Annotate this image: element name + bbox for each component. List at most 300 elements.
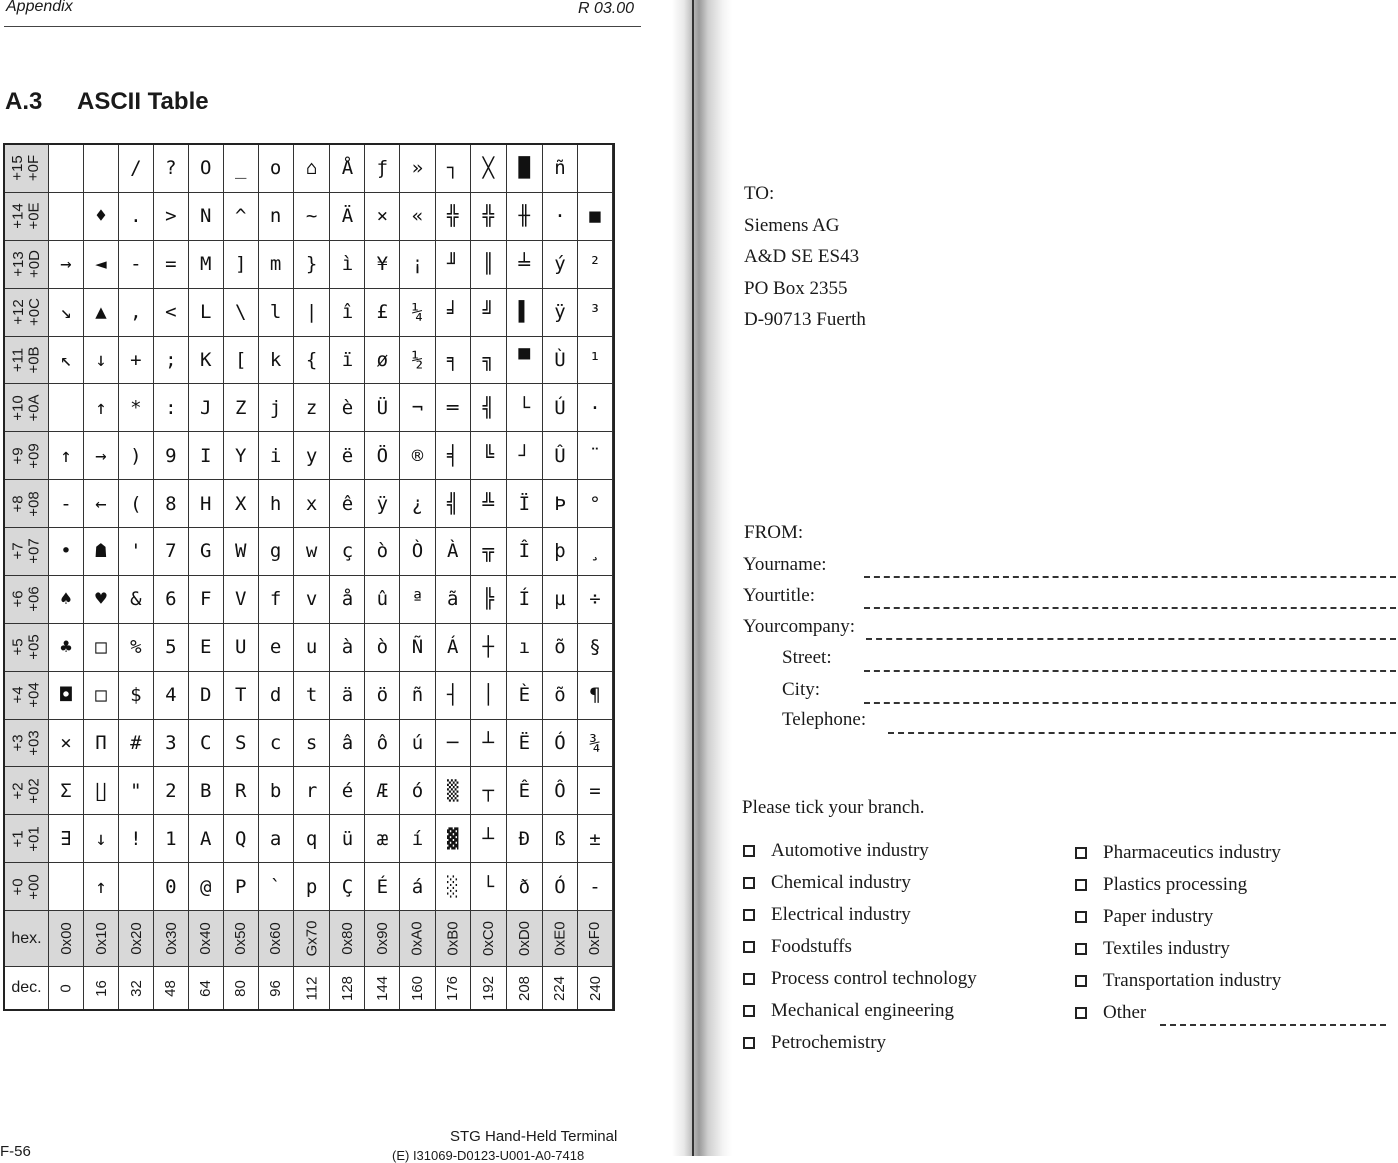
ascii-char-cell: » (400, 145, 435, 193)
ascii-char-cell: î (330, 289, 365, 337)
ascii-char-cell: J (189, 384, 224, 432)
row-offset-label-text: +15 +0F (9, 155, 43, 182)
ascii-char-cell: ³ (578, 289, 613, 337)
ascii-char-cell: Ñ (400, 624, 435, 672)
ascii-char-cell (49, 145, 84, 193)
ascii-char-cell: ë (330, 432, 365, 480)
ascii-char-cell: ┼ (471, 624, 507, 672)
ascii-char-cell: à (330, 624, 365, 672)
ascii-char-cell: g (259, 528, 294, 576)
row-offset-label-text: +9 +09 (9, 442, 43, 469)
ascii-char-cell: a (259, 815, 294, 863)
your-title-label: Yourtitle: (743, 585, 815, 606)
hex-column-label (400, 911, 435, 967)
dec-header-label (5, 967, 49, 1009)
hex-column-label (154, 911, 189, 967)
checkbox-icon[interactable] (1075, 847, 1087, 859)
ascii-char-cell: « (400, 193, 435, 241)
ascii-char-cell: Þ (543, 480, 578, 528)
dec-column-label-text: 192 (479, 975, 497, 1001)
hex-column-label-text: 0x00 (57, 922, 75, 955)
dec-column-label-text: 160 (408, 975, 426, 1001)
ascii-char-cell: │ (471, 672, 507, 720)
city-label: City: (782, 679, 821, 700)
address-line: A&D SE ES43 (744, 246, 860, 267)
ascii-char-cell: Z (224, 384, 259, 432)
ascii-char-cell: ┬ (471, 767, 507, 815)
ascii-char-cell: $ (119, 672, 154, 720)
footer-page-number: F-56 (0, 1143, 31, 1160)
ascii-char-cell: ┐ (436, 145, 471, 193)
dec-column-label-text: 144 (373, 975, 391, 1001)
ascii-char-cell: ▒ (436, 767, 471, 815)
hex-header-label-text: hex. (11, 929, 42, 947)
ascii-char-cell: õ (543, 624, 578, 672)
row-offset-label-text: +14 +0E (9, 202, 43, 230)
hex-column-label (365, 911, 400, 967)
checkbox-icon[interactable] (1075, 975, 1087, 987)
ascii-char-cell: # (119, 720, 154, 768)
ascii-char-cell: o (259, 145, 294, 193)
ascii-char-cell: Ä (330, 193, 365, 241)
ascii-char-cell: õ (543, 672, 578, 720)
ascii-char-cell (578, 145, 613, 193)
ascii-char-cell: ü (330, 815, 365, 863)
branch-option-plastics[interactable]: Plastics processing (1075, 874, 1247, 896)
checkbox-icon[interactable] (743, 845, 755, 857)
ascii-char-cell: Π (84, 720, 119, 768)
hex-column-label (330, 911, 365, 967)
ascii-char-cell: ; (154, 337, 189, 385)
ascii-char-cell: G (189, 528, 224, 576)
row-offset-label-text: +4 +04 (9, 682, 43, 708)
telephone-label: Telephone: (782, 709, 867, 730)
ascii-char-cell: w (294, 528, 331, 576)
hex-column-label (259, 911, 294, 967)
hex-column-label-text: 0x20 (127, 922, 145, 955)
ascii-char-cell: [ (224, 337, 259, 385)
dec-column-label-text: 16 (92, 979, 110, 997)
city-field[interactable] (864, 702, 1396, 704)
hex-column-label-text: 0x30 (162, 922, 180, 955)
branch-option-foodstuffs[interactable]: Foodstuffs (743, 936, 852, 958)
your-name-label: Yourname: (743, 554, 827, 575)
ascii-char-cell: { (294, 337, 331, 385)
ascii-char-cell: 6 (154, 576, 189, 624)
ascii-char-cell: • (49, 528, 84, 576)
ascii-char-cell: Ò (400, 528, 435, 576)
ascii-char-cell: 2 (154, 767, 189, 815)
hex-column-label (49, 911, 84, 967)
ascii-char-cell: ╜ (436, 241, 471, 289)
ascii-char-cell: á (400, 863, 435, 911)
row-offset-label-text: +10 +0A (9, 394, 43, 422)
branch-option-pharmaceutics[interactable]: Pharmaceutics industry (1075, 842, 1281, 864)
ascii-char-cell: ö (365, 672, 400, 720)
ascii-char-cell: / (119, 145, 154, 193)
checkbox-icon[interactable] (1075, 911, 1087, 923)
ascii-char-cell: C (189, 720, 224, 768)
row-offset-label-text: +13 +0D (9, 250, 43, 279)
ascii-char-cell: £ (365, 289, 400, 337)
ascii-char-cell: ! (119, 815, 154, 863)
row-offset-label-text: +5 +05 (9, 634, 43, 660)
branch-option-other[interactable]: Other (1075, 1002, 1146, 1024)
ascii-char-cell: - (119, 241, 154, 289)
ascii-char-cell: 8 (154, 480, 189, 528)
ascii-char-cell: k (259, 337, 294, 385)
ascii-char-cell: Ü (365, 384, 400, 432)
ascii-char-cell: å (330, 576, 365, 624)
ascii-char-cell: └ (507, 384, 543, 432)
ascii-char-cell: § (578, 624, 613, 672)
ascii-char-cell: ↓ (84, 337, 119, 385)
ascii-char-cell: ¼ (400, 289, 435, 337)
ascii-char-cell: ♥ (84, 576, 119, 624)
hex-column-label-text: 0xF0 (586, 921, 604, 956)
dec-column-label-text: 96 (267, 979, 285, 997)
dec-column-label-text: 112 (303, 976, 321, 1000)
row-offset-label (5, 337, 49, 385)
ascii-char-cell: B (189, 767, 224, 815)
ascii-char-cell: ô (365, 720, 400, 768)
ascii-char-cell: > (154, 193, 189, 241)
branch-option-textiles[interactable]: Textiles industry (1075, 938, 1230, 960)
ascii-char-cell: È (507, 672, 543, 720)
hex-column-label-text: Gx70 (303, 920, 321, 957)
to-label: TO: (744, 183, 775, 204)
ascii-char-cell: ( (119, 480, 154, 528)
header-rule (4, 26, 641, 27)
ascii-char-cell: â (330, 720, 365, 768)
row-offset-label-text: +11 +0B (9, 346, 43, 374)
ascii-char-cell: ê (330, 480, 365, 528)
dec-column-label (436, 967, 471, 1009)
ascii-char-cell: Ó (543, 863, 578, 911)
ascii-char-cell: % (119, 624, 154, 672)
ascii-char-cell: ÷ (578, 576, 613, 624)
ascii-char-cell: → (49, 241, 84, 289)
dec-column-label (400, 967, 435, 1009)
section-title: ASCII Table (77, 88, 209, 115)
ascii-char-cell: F (189, 576, 224, 624)
ascii-char-cell: \ (224, 289, 259, 337)
branch-option-paper[interactable]: Paper industry (1075, 906, 1213, 928)
row-offset-label-text: +6 +06 (9, 586, 43, 613)
ascii-char-cell: u (294, 624, 331, 672)
ascii-char-cell: 0 (154, 863, 189, 911)
address-line: Siemens AG (744, 214, 840, 236)
ascii-char-cell: 4 (154, 672, 189, 720)
dec-column-label (507, 967, 543, 1009)
dec-column-label (294, 967, 331, 1009)
ascii-char-cell: W (224, 528, 259, 576)
ascii-char-cell: □ (84, 624, 119, 672)
row-offset-label (5, 720, 49, 768)
ascii-char-cell: ² (578, 241, 613, 289)
ascii-char-cell: ┴ (471, 815, 507, 863)
ascii-char-cell: H (189, 480, 224, 528)
ascii-char-cell: · (578, 384, 613, 432)
ascii-char-cell: 1 (154, 815, 189, 863)
ascii-char-cell: | (294, 289, 331, 337)
ascii-char-cell: Ê (507, 767, 543, 815)
ascii-char-cell: ¿ (400, 480, 435, 528)
ascii-char-cell: : (154, 384, 189, 432)
ascii-char-cell: T (224, 672, 259, 720)
right-page (732, 0, 1398, 1156)
ascii-char-cell: P (224, 863, 259, 911)
ascii-char-cell: Ù (543, 337, 578, 385)
ascii-char-cell: ì (330, 241, 365, 289)
ascii-char-cell: ↖ (49, 337, 84, 385)
ascii-char-cell: ╣ (436, 480, 471, 528)
ascii-char-cell: ÿ (543, 289, 578, 337)
ascii-char-cell: 5 (154, 624, 189, 672)
ascii-char-cell: ╬ (471, 193, 507, 241)
ascii-char-cell: þ (543, 528, 578, 576)
dec-column-label (543, 967, 578, 1009)
ascii-char-cell: ╧ (507, 241, 543, 289)
ascii-char-cell: = (578, 767, 613, 815)
ascii-char-cell: ┘ (507, 432, 543, 480)
page-gutter-shadow (672, 0, 732, 1156)
ascii-char-cell: v (294, 576, 331, 624)
ascii-char-cell: ♠ (49, 576, 84, 624)
ascii-char-cell: ó (400, 767, 435, 815)
ascii-char-cell: < (154, 289, 189, 337)
your-title-field[interactable] (864, 607, 1396, 609)
ascii-char-cell: ∃ (49, 815, 84, 863)
from-label: FROM: (744, 522, 804, 543)
ascii-char-cell: E (189, 624, 224, 672)
footer-order-code: (E) I31069-D0123-U001-A0-7418 (392, 1148, 585, 1163)
ascii-char-cell: O (189, 145, 224, 193)
hex-header-label (5, 911, 49, 967)
ascii-char-cell: ╛ (436, 289, 471, 337)
hex-column-label (507, 911, 543, 967)
ascii-char-cell: m (259, 241, 294, 289)
ascii-char-cell: ╠ (471, 576, 507, 624)
dec-column-label (189, 967, 224, 1009)
branch-option-petrochemistry[interactable]: Petrochemistry (743, 1032, 886, 1054)
ascii-char-cell: t (294, 672, 331, 720)
ascii-char-cell: ■ (578, 193, 613, 241)
ascii-char-cell (49, 863, 84, 911)
dec-column-label (259, 967, 294, 1009)
ascii-char-cell: É (365, 863, 400, 911)
ascii-char-cell: ♦ (84, 193, 119, 241)
ascii-char-cell: A (189, 815, 224, 863)
dec-column-label (154, 967, 189, 1009)
ascii-char-cell: = (154, 241, 189, 289)
hex-column-label-text: 0xE0 (551, 921, 569, 956)
branch-option-mechanical[interactable]: Mechanical engineering (743, 1000, 954, 1022)
checkbox-icon[interactable] (1075, 879, 1087, 891)
ascii-char-cell: ▲ (84, 289, 119, 337)
ascii-char-cell (49, 384, 84, 432)
ascii-char-cell: R (224, 767, 259, 815)
ascii-char-cell: ╫ (507, 193, 543, 241)
checkbox-icon[interactable] (1075, 943, 1087, 955)
ascii-char-cell: + (119, 337, 154, 385)
ascii-char-cell: p (294, 863, 331, 911)
ascii-char-cell: ç (330, 528, 365, 576)
ascii-char-cell: Ö (365, 432, 400, 480)
checkbox-icon[interactable] (1075, 1007, 1087, 1019)
ascii-char-cell: N (189, 193, 224, 241)
ascii-char-cell: ▌ (507, 289, 543, 337)
ascii-char-cell: ı (507, 624, 543, 672)
ascii-char-cell: ☗ (84, 528, 119, 576)
address-line: D-90713 Fuerth (744, 309, 866, 330)
ascii-char-cell: @ (189, 863, 224, 911)
section-number: A.3 (5, 88, 43, 115)
ascii-char-cell: ~ (294, 193, 331, 241)
ascii-char-cell: ¬ (400, 384, 435, 432)
ascii-char-cell: y (294, 432, 331, 480)
other-branch-field[interactable] (1160, 1024, 1386, 1026)
ascii-char-cell: Í (507, 576, 543, 624)
ascii-char-cell: ░ (436, 863, 471, 911)
ascii-char-cell: ) (119, 432, 154, 480)
ascii-char-cell: ] (224, 241, 259, 289)
checkbox-icon[interactable] (743, 909, 755, 921)
ascii-char-cell: í (400, 815, 435, 863)
ascii-char-cell: × (365, 193, 400, 241)
header-revision: R 03.00 (578, 0, 635, 17)
hex-column-label (294, 911, 331, 967)
ascii-char-cell: □ (84, 672, 119, 720)
ascii-char-cell: ▓ (436, 815, 471, 863)
ascii-char-cell: ? (154, 145, 189, 193)
dec-column-label (119, 967, 154, 1009)
row-offset-label-text: +12 +0C (9, 298, 43, 327)
hex-column-label-text: 0x50 (232, 922, 250, 955)
ascii-char-cell: ú (400, 720, 435, 768)
ascii-char-cell: Q (224, 815, 259, 863)
row-offset-label (5, 241, 49, 289)
row-offset-label-text: +0 +00 (9, 873, 43, 900)
ascii-char-cell: ® (400, 432, 435, 480)
ascii-char-cell: 7 (154, 528, 189, 576)
ascii-char-cell: Á (436, 624, 471, 672)
ascii-char-cell: Î (507, 528, 543, 576)
row-offset-label (5, 767, 49, 815)
hex-column-label-text: 0xC0 (479, 920, 497, 957)
checkbox-icon[interactable] (743, 877, 755, 889)
hex-column-label-text: 0x80 (338, 922, 356, 955)
branch-option-chemical[interactable]: Chemical industry (743, 872, 911, 894)
telephone-field[interactable] (888, 732, 1396, 734)
left-page (0, 0, 680, 1163)
ascii-char-cell: } (294, 241, 331, 289)
checkbox-icon[interactable] (743, 973, 755, 985)
row-offset-label-text: +2 +02 (9, 778, 43, 804)
ascii-char-cell: ñ (400, 672, 435, 720)
ascii-char-cell: ┤ (436, 672, 471, 720)
checkbox-icon[interactable] (743, 941, 755, 953)
ascii-char-cell: ¥ (365, 241, 400, 289)
checkbox-icon[interactable] (743, 1005, 755, 1017)
ascii-char-cell: r (294, 767, 331, 815)
ascii-char-cell: ♣ (49, 624, 84, 672)
dec-header-label-text: dec. (11, 979, 42, 996)
dec-column-label-text: 224 (551, 975, 569, 1001)
page-edge (692, 0, 694, 1156)
row-offset-label (5, 624, 49, 672)
branch-option-electrical[interactable]: Electrical industry (743, 904, 911, 926)
branch-option-transportation[interactable]: Transportation industry (1075, 970, 1281, 992)
header-appendix: Appendix (6, 0, 73, 15)
ascii-char-cell: ò (365, 624, 400, 672)
street-field[interactable] (864, 670, 1396, 672)
ascii-char-cell: ↑ (49, 432, 84, 480)
ascii-char-cell: ò (365, 528, 400, 576)
ascii-char-cell: Û (543, 432, 578, 480)
branch-option-automotive[interactable]: Automotive industry (743, 840, 929, 862)
ascii-char-cell: └ (471, 863, 507, 911)
your-company-field[interactable] (866, 638, 1396, 640)
ascii-char-cell: ã (436, 576, 471, 624)
row-offset-label (5, 289, 49, 337)
ascii-char-cell: S (224, 720, 259, 768)
ascii-char-cell: û (365, 576, 400, 624)
dec-column-label-text: 48 (162, 979, 180, 997)
ascii-char-cell: ↑ (84, 384, 119, 432)
ascii-char-cell: ` (259, 863, 294, 911)
ascii-char-cell: Ï (507, 480, 543, 528)
checkbox-icon[interactable] (743, 1037, 755, 1049)
ascii-char-cell: " (119, 767, 154, 815)
ascii-char-cell: U (224, 624, 259, 672)
hex-column-label (119, 911, 154, 967)
ascii-char-cell: ½ (400, 337, 435, 385)
ascii-char-cell: ↑ (84, 863, 119, 911)
ascii-char-cell: Σ (49, 767, 84, 815)
dec-column-label (84, 967, 119, 1009)
hex-column-label-text: 0xD0 (515, 920, 533, 957)
footer-title: STG Hand-Held Terminal (450, 1128, 618, 1145)
ascii-char-cell: ↘ (49, 289, 84, 337)
ascii-char-cell: Ë (507, 720, 543, 768)
ascii-char-cell: ═ (436, 384, 471, 432)
ascii-char-cell: Y (224, 432, 259, 480)
ascii-char-cell: x (294, 480, 331, 528)
row-offset-label (5, 672, 49, 720)
ascii-char-cell: X (224, 480, 259, 528)
ascii-char-cell: I (189, 432, 224, 480)
ascii-char-cell: L (189, 289, 224, 337)
row-offset-label-text: +7 +07 (9, 538, 43, 565)
dec-column-label (365, 967, 400, 1009)
ascii-char-cell: ± (578, 815, 613, 863)
ascii-char-cell: ╡ (436, 432, 471, 480)
ascii-char-cell: ð (507, 863, 543, 911)
hex-column-label-text: 0x60 (267, 922, 285, 955)
ascii-char-cell: . (119, 193, 154, 241)
your-company-label: Yourcompany: (743, 616, 856, 637)
ascii-char-cell: ¨ (578, 432, 613, 480)
your-name-field[interactable] (864, 576, 1396, 578)
ascii-char-cell: c (259, 720, 294, 768)
ascii-char-cell: M (189, 241, 224, 289)
ascii-char-cell: ↓ (84, 815, 119, 863)
branch-option-process-control[interactable]: Process control technology (743, 968, 977, 990)
ascii-char-cell: ◘ (49, 672, 84, 720)
ascii-char-cell: - (49, 480, 84, 528)
ascii-char-cell: Ç (330, 863, 365, 911)
